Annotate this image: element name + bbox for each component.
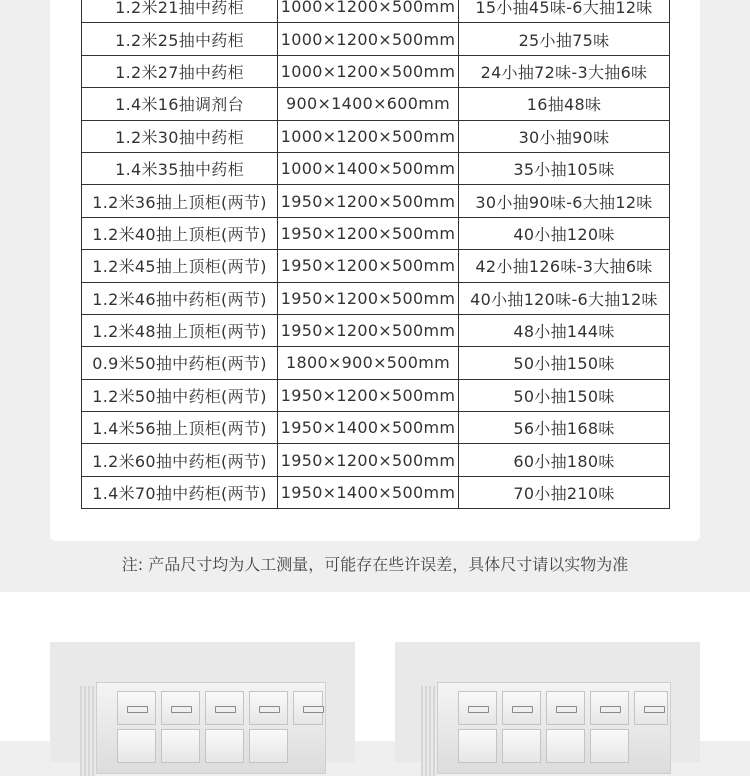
spec-model: 1.2米25抽中药柜 [82, 23, 278, 55]
spec-table [81, 0, 670, 509]
spec-capacity: 15小抽45味-6大抽12味 [459, 0, 670, 23]
spec-dimensions: 1950×1200×500mm [278, 314, 459, 346]
spec-dimensions: 1000×1200×500mm [278, 0, 459, 23]
drawer-handle-icon [468, 706, 489, 713]
spec-model: 1.2米50抽中药柜(两节) [82, 379, 278, 411]
table-row [82, 120, 670, 152]
spec-capacity: 25小抽75味 [459, 23, 670, 55]
drawer [634, 691, 668, 725]
drawer-handle-icon [644, 706, 665, 713]
drawer-handle-icon [512, 706, 533, 713]
spec-capacity: 24小抽72味-3大抽6味 [459, 55, 670, 87]
spec-dimensions: 1000×1400×500mm [278, 152, 459, 184]
measurement-note: 注: 产品尺寸均为人工测量，可能存在些许误差，具体尺寸请以实物为准 [121, 555, 629, 574]
spec-capacity: 48小抽144味 [459, 314, 670, 346]
table-row [82, 152, 670, 184]
spec-capacity: 50小抽150味 [459, 347, 670, 379]
spec-model: 1.4米35抽中药柜 [82, 152, 278, 184]
spec-dimensions: 1950×1200×500mm [278, 217, 459, 249]
spec-capacity: 60小抽180味 [459, 444, 670, 476]
table-row [82, 476, 670, 508]
product-photo-left [50, 642, 355, 762]
spec-dimensions: 1950×1200×500mm [278, 250, 459, 282]
drawer-handle-icon [259, 706, 280, 713]
spec-model: 1.2米45抽上顶柜(两节) [82, 250, 278, 282]
table-row [82, 444, 670, 476]
spec-dimensions: 1950×1200×500mm [278, 185, 459, 217]
spec-model: 1.4米70抽中药柜(两节) [82, 476, 278, 508]
drawer [546, 691, 585, 725]
spec-capacity: 30小抽90味 [459, 120, 670, 152]
spec-model: 1.4米56抽上顶柜(两节) [82, 412, 278, 444]
table-row [82, 0, 670, 23]
spec-dimensions: 1000×1200×500mm [278, 23, 459, 55]
spec-model: 1.2米21抽中药柜 [82, 0, 278, 23]
spec-model: 1.2米48抽上顶柜(两节) [82, 314, 278, 346]
table-row [82, 412, 670, 444]
spec-model: 1.2米30抽中药柜 [82, 120, 278, 152]
table-row [82, 55, 670, 87]
drawer [205, 691, 244, 725]
spec-capacity: 70小抽210味 [459, 476, 670, 508]
drawer [458, 691, 497, 725]
spec-model: 1.4米16抽调剂台 [82, 88, 278, 120]
cabinet-side-panel [421, 686, 437, 776]
spec-capacity: 42小抽126味-3大抽6味 [459, 250, 670, 282]
drawer [502, 729, 541, 763]
spec-capacity: 40小抽120味 [459, 217, 670, 249]
drawer [117, 729, 156, 763]
spec-model: 0.9米50抽中药柜(两节) [82, 347, 278, 379]
spec-dimensions: 1000×1200×500mm [278, 55, 459, 87]
drawer [161, 729, 200, 763]
spec-capacity: 35小抽105味 [459, 152, 670, 184]
spec-dimensions: 1950×1400×500mm [278, 476, 459, 508]
drawer [249, 729, 288, 763]
drawer [590, 691, 629, 725]
drawer [458, 729, 497, 763]
spec-model: 1.2米60抽中药柜(两节) [82, 444, 278, 476]
drawer-handle-icon [600, 706, 621, 713]
drawer-handle-icon [215, 706, 236, 713]
spec-dimensions: 1950×1200×500mm [278, 282, 459, 314]
spec-dimensions: 900×1400×600mm [278, 88, 459, 120]
drawer-handle-icon [556, 706, 577, 713]
drawer [502, 691, 541, 725]
drawer [205, 729, 244, 763]
table-row [82, 185, 670, 217]
spec-model: 1.2米46抽中药柜(两节) [82, 282, 278, 314]
table-row [82, 282, 670, 314]
table-row [82, 217, 670, 249]
spec-capacity: 30小抽90味-6大抽12味 [459, 185, 670, 217]
product-photo-right [395, 642, 700, 762]
spec-dimensions: 1950×1200×500mm [278, 444, 459, 476]
cabinet-side-panel [80, 686, 96, 776]
table-row [82, 250, 670, 282]
drawer [293, 691, 323, 725]
cabinet-image [437, 682, 671, 774]
spec-dimensions: 1950×1400×500mm [278, 412, 459, 444]
spec-dimensions: 1000×1200×500mm [278, 120, 459, 152]
spec-table-body [82, 0, 670, 509]
drawer [249, 691, 288, 725]
spec-model: 1.2米40抽上顶柜(两节) [82, 217, 278, 249]
drawer [590, 729, 629, 763]
drawer [117, 691, 156, 725]
drawer [546, 729, 585, 763]
spec-model: 1.2米36抽上顶柜(两节) [82, 185, 278, 217]
spec-capacity: 40小抽120味-6大抽12味 [459, 282, 670, 314]
spec-capacity: 56小抽168味 [459, 412, 670, 444]
table-row [82, 23, 670, 55]
cabinet-image [96, 682, 326, 774]
spec-dimensions: 1800×900×500mm [278, 347, 459, 379]
table-row [82, 314, 670, 346]
drawer-handle-icon [171, 706, 192, 713]
table-row [82, 379, 670, 411]
table-row [82, 347, 670, 379]
spec-model: 1.2米27抽中药柜 [82, 55, 278, 87]
drawer-handle-icon [303, 706, 324, 713]
spec-capacity: 50小抽150味 [459, 379, 670, 411]
spec-dimensions: 1950×1200×500mm [278, 379, 459, 411]
drawer-handle-icon [127, 706, 148, 713]
table-row [82, 88, 670, 120]
drawer [161, 691, 200, 725]
spec-capacity: 16抽48味 [459, 88, 670, 120]
